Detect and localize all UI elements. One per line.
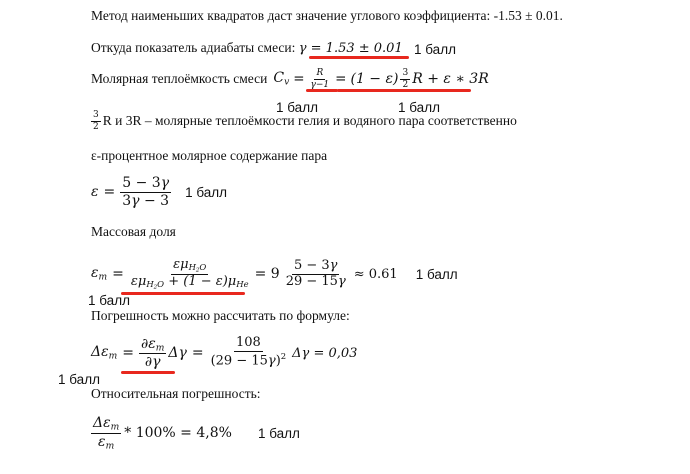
epsilon-m-symbol: $\varepsilon_m$: [91, 265, 108, 283]
points-label-5: 1 балл: [415, 266, 458, 282]
fraction-derivative-value: $\frac{108}{(29 - 15\gamma)^2}$: [210, 335, 287, 369]
fraction-three-halves: $\frac{3}{2}$: [402, 68, 409, 90]
heat-capacity-expression-2: R + ε ∗ 3R: [412, 71, 489, 87]
heat-capacity-expression: (1 − ε): [350, 71, 399, 87]
epsilon-symbol: ε: [91, 184, 99, 200]
equals-sign-4: =: [112, 266, 124, 282]
slope-result-line: Метод наименьших квадратов даст значение углового коэффициента: -1.53 ± 0.01.: [91, 8, 563, 23]
equals-sign-2: =: [335, 71, 347, 87]
cv-symbol: $C_v$: [273, 70, 290, 88]
fraction-derivative: $\frac{\partial\varepsilon_m}{\partial\gamma}$: [140, 335, 165, 371]
fraction-mass-2: $\frac{5 - 3\gamma}{29 - 15\gamma}$: [285, 257, 346, 289]
delta-epsilon-m: $\Delta\varepsilon_m$: [91, 344, 118, 362]
error-formula: [91, 330, 357, 376]
relative-error-formula: [91, 410, 300, 456]
fraction-r-over-gamma: $\frac{R}{\gamma-1}$: [310, 68, 330, 90]
points-label-6: 1 балл: [88, 293, 130, 308]
points-label-8: 1 балл: [257, 425, 300, 441]
underline-denominator: [121, 292, 245, 295]
adiabatic-index-line: [91, 40, 403, 56]
points-label-1: 1 балл: [414, 42, 456, 57]
error-formula-heading: Погрешность можно рассчитать по формуле:: [91, 308, 350, 323]
epsilon-description: ε-процентное молярное содержание пара: [91, 148, 328, 163]
adiabatic-index-formula: γ = 1.53 ± 0.01: [298, 41, 403, 56]
points-label-3: 1 балл: [398, 100, 440, 115]
equals-sign-7: =: [191, 345, 204, 361]
underline-r-over-gamma: [306, 89, 338, 92]
equals-sign-5: = 9: [254, 266, 280, 282]
relative-error-result: * 100% = 4,8%: [124, 425, 232, 441]
adiabatic-index-label: Откуда показатель адиабаты смеси:: [91, 40, 296, 55]
fraction-three-halves-2: $\frac{3}{2}$: [93, 110, 99, 132]
mass-fraction-heading: Массовая доля: [91, 224, 176, 239]
epsilon-formula: [91, 172, 227, 212]
heat-capacities-line: [91, 106, 517, 136]
fraction-mass: $\frac{\varepsilon\mu_{H_2O}}{\varepsilon\mu_{H_2O} + (1 - \varepsilon)\mu_{He}}$: [130, 256, 249, 290]
mass-fraction-result: ≈ 0.61: [353, 266, 398, 282]
points-label-4: 1 балл: [185, 184, 228, 200]
delta-gamma: Δγ: [168, 345, 187, 361]
underline-expression: [337, 89, 471, 92]
error-result: Δγ = 0,03: [292, 345, 358, 361]
points-label-7: 1 балл: [58, 372, 100, 387]
points-label-2: 1 балл: [276, 100, 318, 115]
equals-sign-3: =: [103, 184, 116, 200]
heat-capacities-text: R и 3R – молярные теплоёмкости гелия и водяного пара соответственно: [102, 113, 517, 128]
mass-fraction-formula: [91, 252, 458, 296]
equals-sign-6: =: [122, 345, 134, 361]
heat-capacity-label: Молярная теплоёмкость смеси: [91, 71, 268, 86]
equals-sign: =: [293, 71, 305, 87]
underline-gamma: [309, 56, 409, 59]
relative-error-heading: Относительная погрешность:: [91, 386, 261, 401]
fraction-relative: $\frac{\Delta\varepsilon_m}{\varepsilon_m}$: [93, 414, 120, 451]
underline-derivative: [121, 371, 175, 374]
fraction-epsilon: $\frac{5 - 3\gamma}{3\gamma - 3}$: [122, 175, 170, 209]
